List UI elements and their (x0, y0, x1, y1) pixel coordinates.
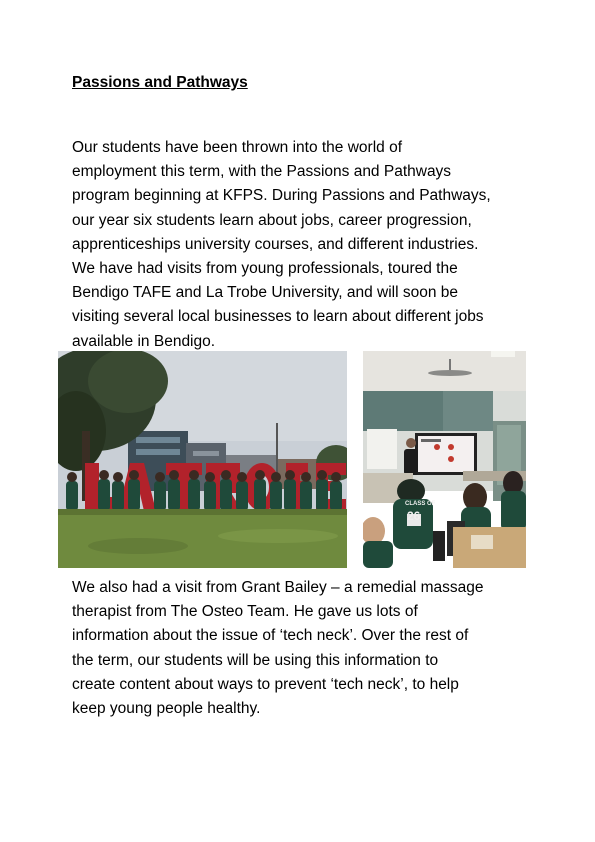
paragraph-line: Our students have been thrown into the world of (72, 139, 403, 156)
paragraph-line: We also had a visit from Grant Bailey – a remedial massage (72, 579, 484, 596)
paragraph-line: program beginning at KFPS. During Passions and Pathways, (72, 187, 491, 205)
paragraph-line: the term, our students will be using this information to (72, 651, 439, 669)
shirt-number: 26 (407, 509, 421, 523)
paragraph-line: available in Bendigo. (72, 332, 216, 350)
paragraph-line: create content about ways to prevent ‘tech neck’, to help (72, 675, 459, 693)
paragraph-line: visiting several local businesses to learn about different jobs (72, 308, 484, 326)
la-trobe-sign-photo (58, 351, 347, 568)
paragraph-line: our year six students learn about jobs, career progression, (72, 211, 472, 229)
paragraph-line: keep young people healthy. (72, 700, 261, 718)
la-trobe-photo-illustration (58, 351, 347, 568)
paragraph-line: therapist from The Osteo Team. He gave us lots of (72, 603, 418, 621)
paragraph-line: apprenticeships university courses, and different industries. (72, 235, 479, 253)
classroom-photo-illustration (363, 351, 526, 568)
page-title: Passions and Pathways (72, 74, 248, 91)
paragraph-line: employment this term, with the Passions and Pathways (72, 163, 452, 181)
paragraph-line: Bendigo TAFE and La Trobe University, and will soon be (72, 284, 458, 302)
paragraph-line: information about the issue of ‘tech neck’. Over the rest of (72, 627, 469, 645)
intro-paragraph (72, 136, 532, 354)
shirt-text: CLASS OF (405, 501, 436, 507)
visit-paragraph (72, 576, 532, 721)
classroom-presentation-photo (363, 351, 526, 568)
paragraph-line: We have had visits from young professionals, toured the (72, 260, 458, 278)
